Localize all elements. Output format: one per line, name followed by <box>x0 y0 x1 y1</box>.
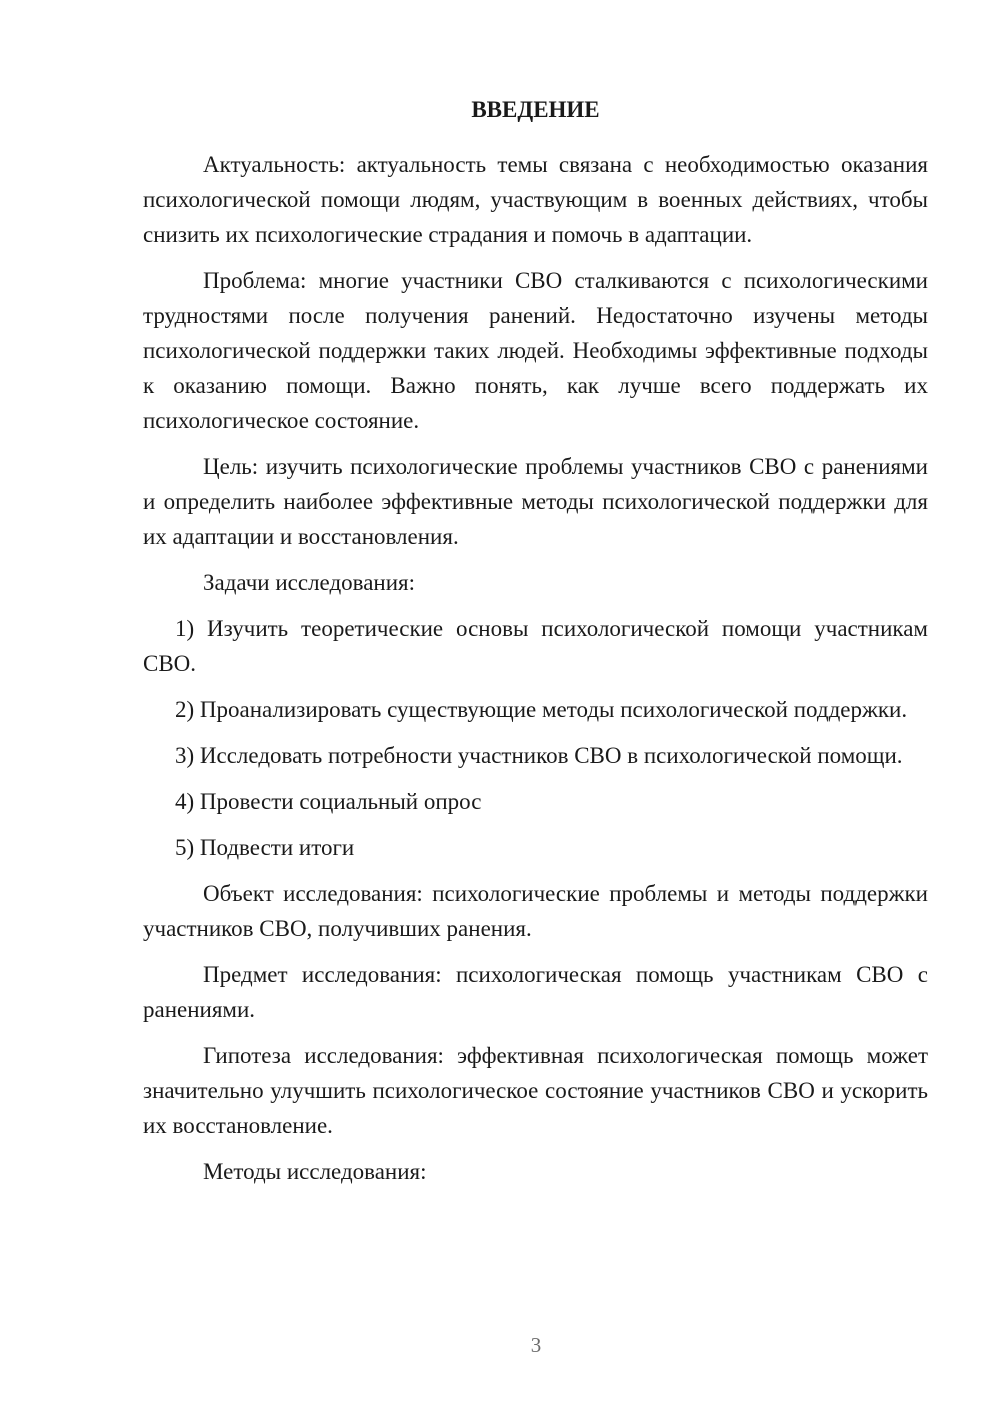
subject-paragraph: Предмет исследования: психологическая помощь участникам СВО с ранениями. <box>143 962 928 1022</box>
relevance-paragraph: Актуальность: актуальность темы связана с необходимостью оказания психологической помощи людям, участвующим в военных действиях, чтобы снизить их психологические страдания и помочь в адаптации. <box>143 152 928 247</box>
task-item-2: 2) Проанализировать существующие методы психологической поддержки. <box>175 697 908 722</box>
document-body <box>143 92 928 1200</box>
object-paragraph: Объект исследования: психологические проблемы и методы поддержки участников СВО, получивших ранения. <box>143 881 928 941</box>
page-number: 3 <box>530 1333 542 1357</box>
task-item-1: 1) Изучить теоретические основы психологической помощи участникам СВО. <box>143 616 928 676</box>
section-title: ВВЕДЕНИЕ <box>471 97 600 122</box>
task-item-3: 3) Исследовать потребности участников СВО в психологической помощи. <box>175 743 903 768</box>
hypothesis-paragraph: Гипотеза исследования: эффективная психологическая помощь может значительно улучшить психологическое состояние участников СВО и ускорить их восстановление. <box>143 1043 928 1138</box>
problem-paragraph: Проблема: многие участники СВО сталкиваются с психологическими трудностями после получения ранений. Недостаточно изучены методы психологической поддержки таких людей. Необходимы эффективные подходы к оказанию помощи. Важно понять, как лучше всего поддержать их психологическое состояние. <box>143 268 928 433</box>
methods-heading: Методы исследования: <box>203 1159 427 1184</box>
goal-paragraph: Цель: изучить психологические проблемы участников СВО с ранениями и определить наиболее эффективные методы психологической поддержки для их адаптации и восстановления. <box>143 454 928 549</box>
task-item-5: 5) Подвести итоги <box>175 835 355 860</box>
tasks-heading: Задачи исследования: <box>203 570 416 595</box>
task-item-4: 4) Провести социальный опрос <box>175 789 482 814</box>
